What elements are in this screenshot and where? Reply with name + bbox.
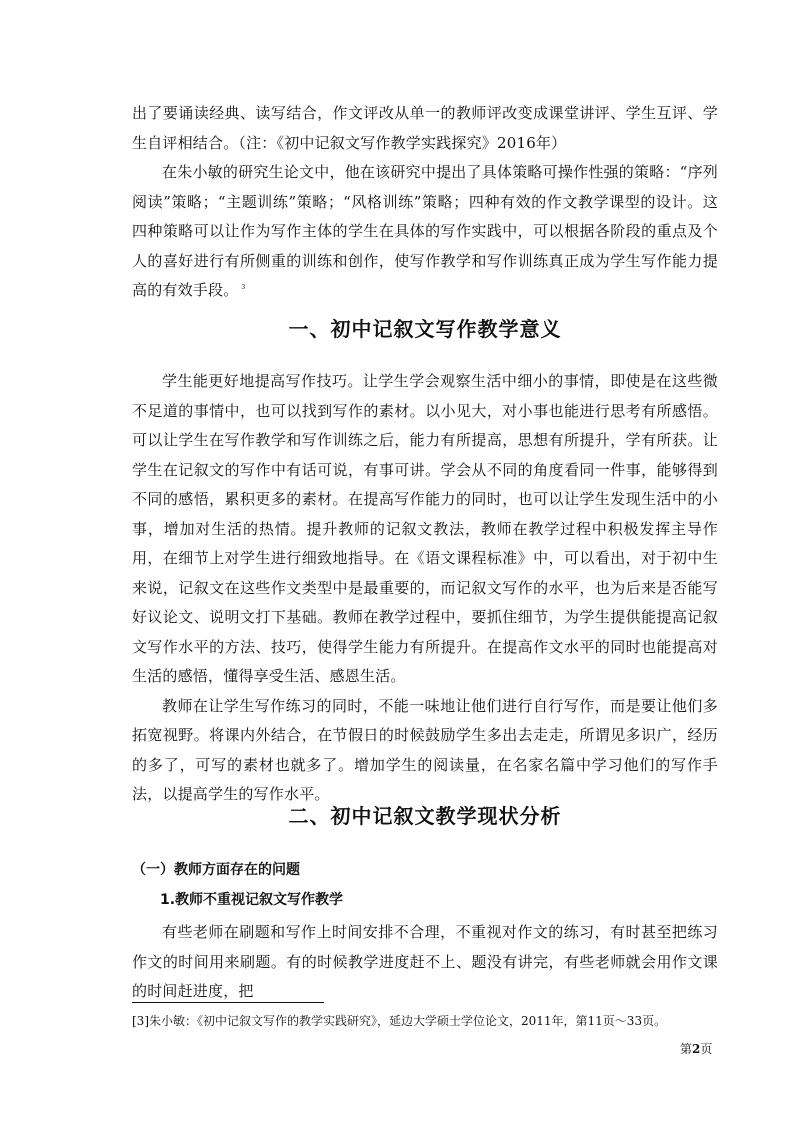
page-number-prefix: 第 [680,1042,693,1056]
footnote-reference: 3 [241,284,246,291]
intro-paragraph-zhu-text: 在朱小敏的研究生论文中，他在该研究中提出了具体策略可操作性强的策略：“序列阅读”策略；“主题训练”策略；“风格训练”策略；四种有效的作文教学课型的设计。这四种策略可以让作为写作主体的学生在具体的写作实践中，可以根据各阶段的重点及个人的喜好进行有所侧重的训练和创作，使写作教学和写作训练真正成为学生写作能力提高的有效手段。 [132,163,718,299]
section2-body [132,918,718,1007]
intro-paragraph-continued: 出了要诵读经典、读写结合，作文评改从单一的教师评改变成课堂讲评、学生互评、学生自评相结合。（注：《初中记叙文写作教学实践探究》2016年） [132,104,718,152]
item-heading: 1.教师不重视记叙文写作教学 [160,892,344,908]
section1-paragraph-2: 教师在让学生写作练习的同时，不能一味地让他们进行自行写作，而是要让他们多拓宽视野。将课内外结合，在节假日的时候鼓励学生多出去走走，所谓见多识广，经历的多了，可写的素材也就多了。增加学生的阅读量，在名家名篇中学习他们的写作手法，以提高学生的写作水平。 [132,696,718,803]
section-heading-2: 二、初中记叙文教学现状分析 [288,804,562,828]
section1-paragraph-1: 学生能更好地提高写作技巧。让学生学会观察生活中细小的事情，即使是在这些微不足道的事情中，也可以找到写作的素材。以小见大，对小事也能进行思考有所感悟。可以让学生在写作教学和写作训练之后，能力有所提高，思想有所提升，学有所获。让学生在记叙文的写作中有话可说，有事可讲。学会从不同的角度看同一件事，能够得到不同的感悟，累积更多的素材。在提高写作能力的同时，也可以让学生发现生活中的小事，增加对生活的热情。提升教师的记叙文教法，教师在教学过程中积极发挥主导作用，在细节上对学生进行细致地指导。在《语文课程标准》中，可以看出，对于初中生来说，记叙文在这些作文类型中是最重要的，而记叙文写作的水平，也为后来是否能写好议论文、说明文打下基础。教师在教学过程中，要抓住细节，为学生提供能提高记叙文写作水平的方法、技巧，使得学生能力有所提升。在提高作文水平的同时也能提高对生活的感悟，懂得享受生活、感恩生活。 [132,372,718,685]
section2-paragraph-1: 有些老师在刷题和写作上时间安排不合理，不重视对作文的练习，有时甚至把练习作文的时间用来刷题。有的时候教学进度赶不上、题没有讲完，有些老师就会用作文课的时间赶进度，把 [132,923,718,1000]
page-number-value: 2 [692,1042,701,1056]
footnote: [3]朱小敏：《初中记叙文写作的教学实践研究》，延边大学硕士学位论文，2011年，第11页～33页。 [132,1014,667,1028]
page-number-suffix: 页 [700,1042,713,1056]
section-heading-1: 一、初中记叙文写作教学意义 [288,317,562,341]
intro-block [132,99,718,306]
section1-body [132,367,718,810]
footnote-divider [132,1002,324,1003]
subsection-heading: （一）教师方面存在的问题 [132,862,300,878]
page-number [680,1040,712,1057]
intro-paragraph-zhu [132,158,718,306]
